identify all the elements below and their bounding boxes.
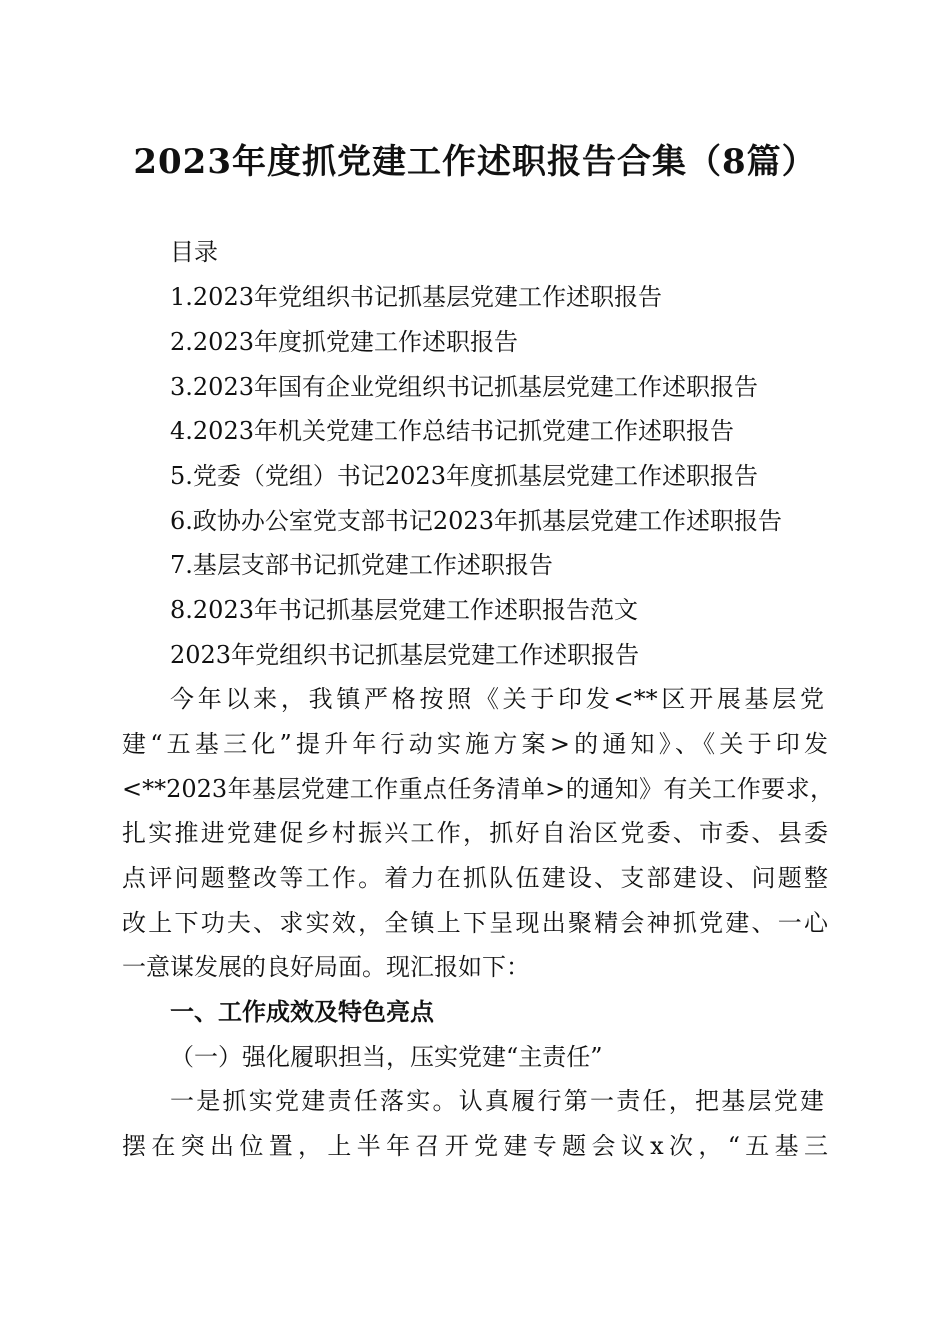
toc-item-7: 7.基层支部书记抓党建工作述职报告 (170, 551, 553, 579)
toc-item-4: 4.2023年机关党建工作总结书记抓党建工作述职报告 (170, 417, 734, 445)
document-title: 2023年度抓党建工作述职报告合集（8篇） (133, 142, 817, 182)
intro-line-5: 点评问题整改等工作。着力在抓队伍建设、支部建设、问题整 (122, 864, 828, 892)
heading-level-1: 一、工作成效及特色亮点 (170, 997, 434, 1026)
toc-item-8: 8.2023年书记抓基层党建工作述职报告范文 (170, 596, 638, 624)
section-title: 2023年党组织书记抓基层党建工作述职报告 (170, 641, 640, 669)
toc-item-6: 6.政协办公室党支部书记2023年抓基层党建工作述职报告 (170, 507, 782, 535)
body-line-2: 摆在突出位置，上半年召开党建专题会议x次，“五基三 (122, 1132, 828, 1160)
toc-item-3: 3.2023年国有企业党组织书记抓基层党建工作述职报告 (170, 373, 758, 401)
intro-line-7: 一意谋发展的良好局面。现汇报如下： (122, 953, 530, 981)
toc-item-2: 2.2023年度抓党建工作述职报告 (170, 328, 518, 356)
intro-line-6: 改上下功夫、求实效，全镇上下呈现出聚精会神抓党建、一心 (122, 909, 828, 937)
toc-item-1: 1.2023年党组织书记抓基层党建工作述职报告 (170, 283, 662, 311)
toc-item-5: 5.党委（党组）书记2023年度抓基层党建工作述职报告 (170, 462, 758, 490)
toc-heading: 目录 (170, 238, 218, 266)
body-line-1: 一是抓实党建责任落实。认真履行第一责任，把基层党建 (170, 1087, 824, 1115)
intro-line-1: 今年以来，我镇严格按照《关于印发<**区开展基层党 (170, 685, 824, 713)
intro-line-4: 扎实推进党建促乡村振兴工作，抓好自治区党委、市委、县委 (122, 819, 828, 847)
heading-level-2: （一）强化履职担当，压实党建“主责任” (170, 1043, 603, 1071)
intro-line-2: 建“五基三化”提升年行动实施方案>的通知》、《关于印发 (122, 730, 828, 758)
intro-line-3: <**2023年基层党建工作重点任务清单>的通知》有关工作要求， (122, 775, 834, 803)
